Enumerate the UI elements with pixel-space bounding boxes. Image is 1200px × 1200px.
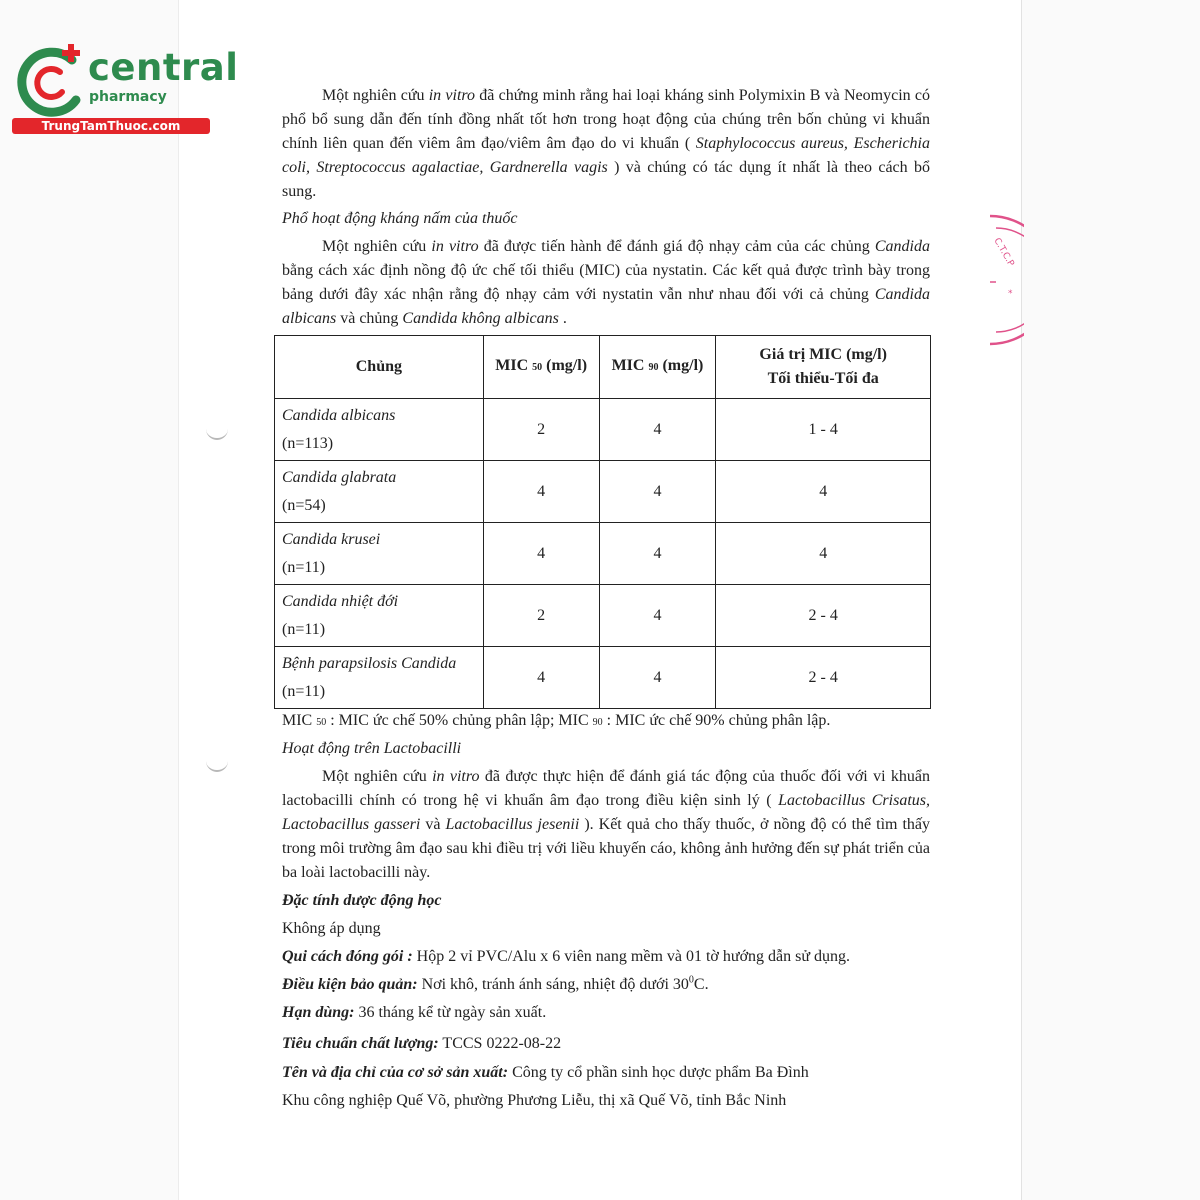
table-row (275, 461, 931, 523)
mic90-cell: 4 (599, 399, 716, 461)
stamp-text: C.T.C.P (991, 236, 1016, 269)
manufacturer-address: Khu công nghiệp Quế Võ, phường Phương Liễu, thị xã Quế Võ, tỉnh Bắc Ninh (282, 1092, 787, 1109)
mic50-cell: 4 (483, 523, 599, 585)
table-row (275, 399, 931, 461)
mic90-cell: 4 (599, 585, 716, 647)
paragraph-synergy: Một nghiên cứu in vitro đã chứng minh rằng hai loại kháng sinh Polymixin B và Neomycin có phổ bổ sung dẫn đến tính đồng nhất tốt hơn trong hoạt động của chúng trên bốn chủng vi khuẩn chính liên quan đến viêm âm đạo/viêm âm đạo do vi khuẩn ( Staphylococcus aureus, Escherichia coli, Streptococcus agalactiae, Gardnerella vagis ) và chúng có tác dụng ít nhất là theo cách bổ sung. (282, 87, 931, 200)
mic90-cell: 4 (599, 523, 716, 585)
mic50-cell: 2 (483, 399, 599, 461)
packaging-line: Qui cách đóng gói : Hộp 2 vỉ PVC/Alu x 6 viên nang mềm và 01 tờ hướng dẫn sử dụng. (282, 948, 851, 965)
table-footnote: MIC 50 : MIC ức chế 50% chủng phân lập; MIC 90 : MIC ức chế 90% chủng phân lập. (282, 712, 831, 729)
mic50-cell: 4 (483, 461, 599, 523)
expiry-line: Hạn dùng: 36 tháng kể từ ngày sản xuất. (282, 1004, 547, 1021)
standard-line: Tiêu chuẩn chất lượng: TCCS 0222-08-22 (282, 1035, 562, 1052)
company-stamp-icon (976, 210, 1024, 350)
mic50-cell: 2 (483, 585, 599, 647)
pk-value: Không áp dụng (282, 920, 381, 937)
range-cell: 2 - 4 (716, 647, 931, 709)
table-row (275, 647, 931, 709)
paragraph-antifungal: Một nghiên cứu in vitro đã được tiến hành để đánh giá độ nhạy cảm của các chủng Candida bằng cách xác định nồng độ ức chế tối thiểu (MIC) của nystatin. Các kết quả được trình bày trong bảng dưới đây xác nhận rằng độ nhạy cảm với nystatin vẫn như nhau đối với cả chủng Candida albicans và chủng Candida không albicans . (282, 238, 930, 327)
header-mic50: MIC 50 (mg/l) (483, 336, 599, 399)
manufacturer-line: Tên và địa chỉ của cơ sở sản xuất: Công ty cổ phần sinh học dược phẩm Ba Đình (282, 1064, 809, 1081)
brand-name: central (88, 46, 239, 89)
header-range: Giá trị MIC (mg/l) Tối thiểu-Tối đa (716, 336, 931, 399)
heading-lactobacilli: Hoạt động trên Lactobacilli (282, 740, 462, 757)
storage-line: Điều kiện bảo quản: Nơi khô, tránh ánh sáng, nhiệt độ dưới $30^0C$. (282, 974, 709, 993)
heading-antifungal: Phổ hoạt động kháng nấm của thuốc (282, 210, 518, 227)
range-cell: 1 - 4 (716, 399, 931, 461)
strain-cell: Bệnh parapsilosis Candida (n=11) (275, 647, 484, 709)
range-cell: 2 - 4 (716, 585, 931, 647)
mic50-cell: 4 (483, 647, 599, 709)
header-strain: Chủng (275, 336, 484, 399)
table-row (275, 585, 931, 647)
range-cell: 4 (716, 523, 931, 585)
paragraph-lactobacilli: Một nghiên cứu in vitro đã được thực hiện để đánh giá tác động của thuốc đối với vi khuẩn lactobacilli chính có trong hệ vi khuẩn âm đạo trong điều kiện sinh lý ( Lactobacillus Crisatus, Lactobacillus gasseri và Lactobacillus jesenii ). Kết quả cho thấy thuốc, ở nồng độ có thể tìm thấy trong môi trường âm đạo sau khi điều trị với liều khuyến cáo, không ảnh hưởng đến sự phát triển của ba loài lactobacilli này. (282, 768, 931, 881)
mic90-cell: 4 (599, 647, 716, 709)
brand-url: TrungTamThuoc.com (12, 118, 210, 134)
mic90-cell: 4 (599, 461, 716, 523)
mic-table (274, 335, 931, 709)
strain-cell: Candida glabrata (n=54) (275, 461, 484, 523)
svg-text:*: * (1008, 289, 1013, 299)
strain-cell: Candida albicans (n=113) (275, 399, 484, 461)
range-cell: 4 (716, 461, 931, 523)
strain-cell: Candida nhiệt đới (n=11) (275, 585, 484, 647)
brand-subtitle: pharmacy (89, 89, 167, 105)
header-mic90: MIC 90 (mg/l) (599, 336, 716, 399)
pk-heading: Đặc tính dược động học (282, 892, 442, 909)
table-header-row (275, 336, 931, 399)
table-row (275, 523, 931, 585)
strain-cell: Candida krusei (n=11) (275, 523, 484, 585)
